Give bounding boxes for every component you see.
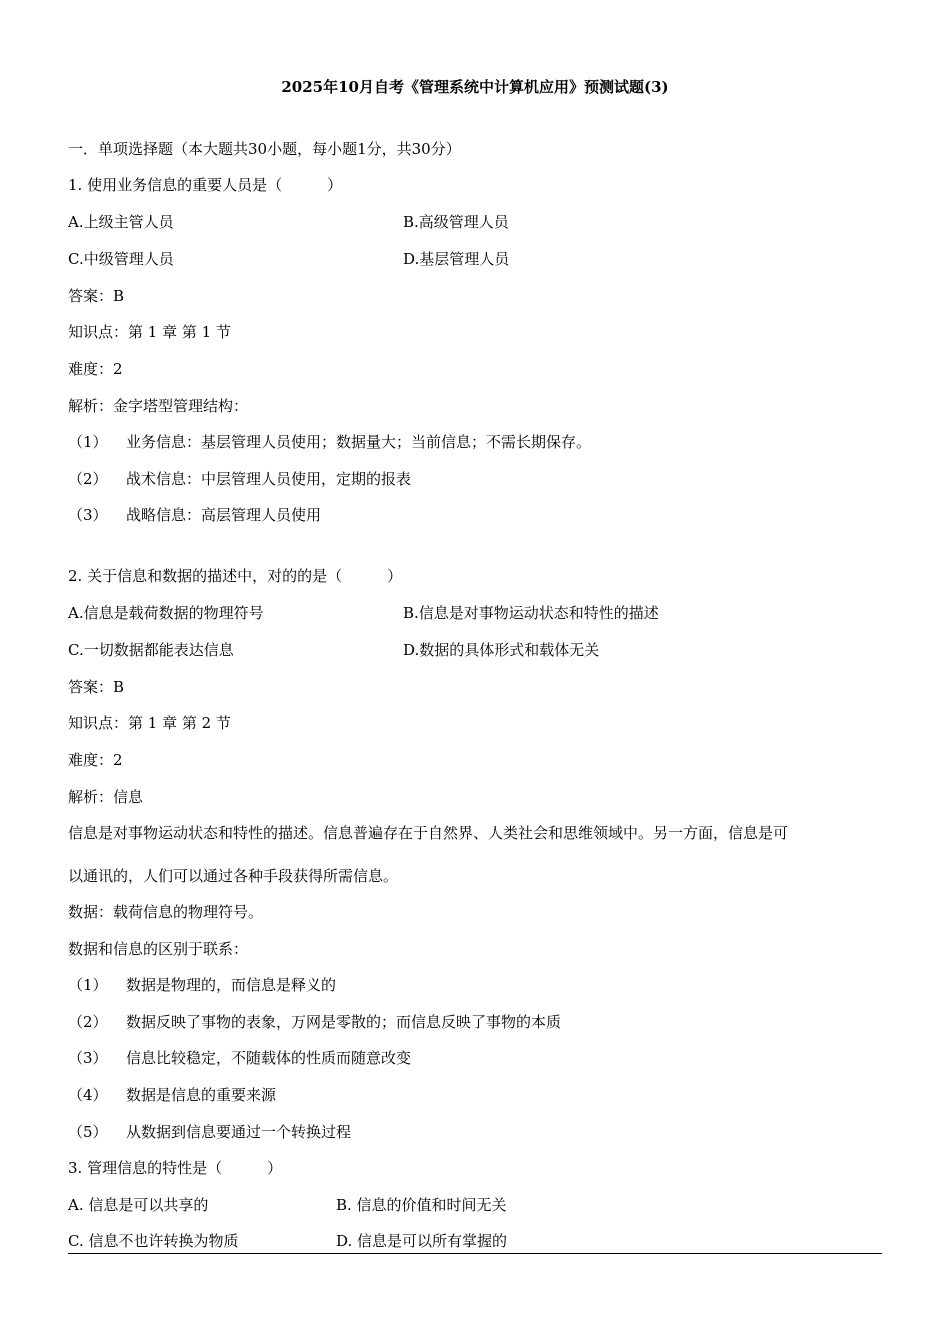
question-1-stem: 1. 使用业务信息的重要人员是（ ） — [68, 176, 343, 194]
list-number: （2） — [68, 470, 108, 488]
paragraph-line: 以通讯的，人们可以通过各种手段获得所需信息。 — [68, 867, 399, 885]
question-1-option-b: B.高级管理人员 — [403, 213, 509, 231]
list-item — [68, 1012, 561, 1032]
list-item — [68, 469, 411, 489]
question-2-answer: 答案：B — [68, 678, 125, 696]
question-2-option-a: A.信息是载荷数据的物理符号 — [68, 604, 264, 622]
list-number: （5） — [68, 1123, 108, 1141]
question-1-option-c: C.中级管理人员 — [68, 250, 174, 268]
list-number: （3） — [68, 506, 108, 524]
question-3-stem: 3. 管理信息的特性是（ ） — [68, 1159, 283, 1177]
question-1-option-d: D.基层管理人员 — [403, 250, 510, 268]
list-text: 业务信息：基层管理人员使用；数据量大；当前信息；不需长期保存。 — [126, 433, 592, 451]
question-3-option-b: B. 信息的价值和时间无关 — [336, 1196, 507, 1214]
question-2-difficulty: 难度：2 — [68, 751, 123, 769]
question-2-option-c: C.一切数据都能表达信息 — [68, 641, 234, 659]
question-1-answer: 答案：B — [68, 287, 125, 305]
list-item — [68, 975, 336, 995]
section-heading: 一．单项选择题（本大题共30小题，每小题1分，共30分） — [68, 140, 461, 158]
question-1-difficulty: 难度：2 — [68, 360, 123, 378]
question-2-knowledge: 知识点：第 1 章 第 2 节 — [68, 714, 231, 732]
list-text: 数据是物理的，而信息是释义的 — [126, 976, 337, 994]
paragraph-line: 数据：载荷信息的物理符号。 — [68, 903, 264, 921]
paragraph-line: 信息是对事物运动状态和特性的描述。信息普遍存在于自然界、人类社会和思维领域中。另一方面，信息是可 — [68, 824, 789, 842]
question-3-option-d: D. 信息是可以所有掌握的 — [336, 1232, 508, 1250]
list-number: （2） — [68, 1013, 108, 1031]
paragraph-line: 数据和信息的区别于联系： — [68, 940, 249, 958]
list-number: （4） — [68, 1086, 108, 1104]
question-1-option-a: A.上级主管人员 — [68, 213, 174, 231]
page-title: 2025年10月自考《管理系统中计算机应用》预测试题(3) — [281, 78, 669, 96]
question-2-analysis: 解析：信息 — [68, 788, 144, 806]
question-2-option-d: D.数据的具体形式和载体无关 — [403, 641, 600, 659]
list-text: 战略信息：高层管理人员使用 — [126, 506, 322, 524]
question-3-option-a: A. 信息是可以共享的 — [68, 1196, 209, 1214]
list-item — [68, 1048, 411, 1068]
question-3-option-c: C. 信息不也许转换为物质 — [68, 1232, 239, 1250]
question-1-knowledge: 知识点：第 1 章 第 1 节 — [68, 323, 231, 341]
list-text: 信息比较稳定，不随载体的性质而随意改变 — [126, 1049, 412, 1067]
list-text: 从数据到信息要通过一个转换过程 — [126, 1123, 352, 1141]
list-number: （1） — [68, 976, 108, 994]
list-text: 数据反映了事物的表象，万网是零散的；而信息反映了事物的本质 — [126, 1013, 562, 1031]
list-number: （3） — [68, 1049, 108, 1067]
question-1-analysis: 解析：金字塔型管理结构： — [68, 397, 249, 415]
list-item — [68, 505, 321, 525]
list-item — [68, 432, 591, 452]
list-text: 战术信息：中层管理人员使用，定期的报表 — [126, 470, 412, 488]
question-2-stem: 2. 关于信息和数据的描述中，对的的是（ ） — [68, 567, 403, 585]
list-number: （1） — [68, 433, 108, 451]
list-text: 数据是信息的重要来源 — [126, 1086, 277, 1104]
list-item — [68, 1122, 351, 1142]
question-2-option-b: B.信息是对事物运动状态和特性的描述 — [403, 604, 659, 622]
page-divider — [68, 1253, 882, 1254]
list-item — [68, 1085, 276, 1105]
